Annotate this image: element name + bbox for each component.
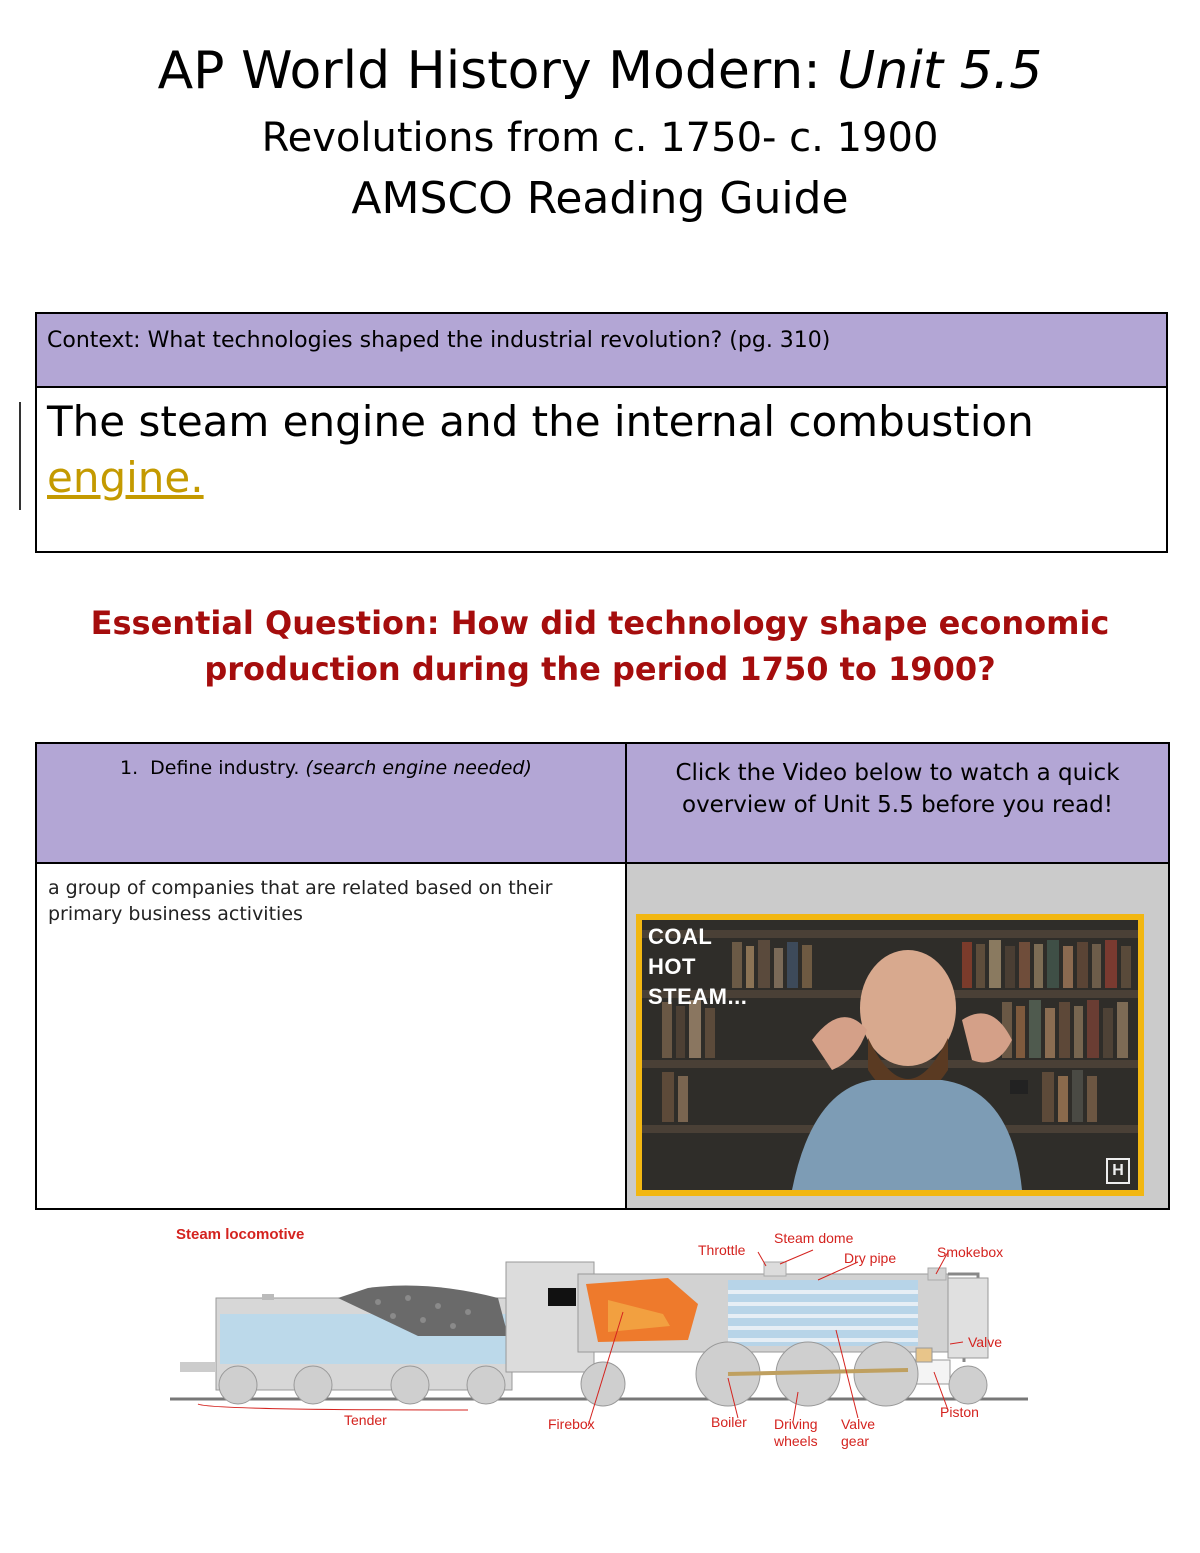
text-cursor-mark — [19, 402, 21, 510]
label-steam-dome: Steam dome — [774, 1230, 854, 1246]
question-1-answer-field[interactable] — [36, 863, 626, 1209]
label-smokebox: Smokebox — [937, 1244, 1004, 1260]
video-instructions: Click the Video below to watch a quick overview of Unit 5.5 before you read! — [675, 760, 1120, 818]
question-label: Define industry. — [150, 757, 306, 779]
video-scene-image — [642, 920, 1138, 1190]
page-title — [0, 38, 1200, 104]
title-unit: Unit 5.5 — [837, 41, 1043, 101]
video-thumbnail[interactable] — [636, 914, 1144, 1196]
label-piston: Piston — [940, 1404, 979, 1420]
label-driving-wheels-2: wheels — [774, 1433, 818, 1449]
label-firebox: Firebox — [548, 1416, 595, 1432]
title-text: AP World History Modern: — [157, 41, 838, 101]
question-1-answer: a group of companies that are related based on their primary business activities — [48, 877, 553, 925]
video-caption-line: STEAM... — [648, 984, 748, 1009]
essential-question-line1: Essential Question: How did technology shape economic — [90, 604, 1110, 642]
history-channel-logo: H — [1106, 1158, 1130, 1184]
question-hint: (search engine needed) — [305, 757, 532, 779]
context-answer-text: The steam engine and the internal combustion — [47, 397, 1034, 446]
locomotive-drawing — [168, 1222, 1038, 1462]
label-tender: Tender — [344, 1412, 387, 1428]
label-valve-gear: Valve — [841, 1416, 875, 1432]
diagram-title: Steam locomotive — [176, 1226, 305, 1243]
question-table — [35, 742, 1170, 1210]
label-dry-pipe: Dry pipe — [844, 1250, 897, 1266]
question-1-header — [36, 743, 626, 863]
context-question: Context: What technologies shaped the industrial revolution? (pg. 310) — [36, 313, 1167, 387]
question-number: 1. — [120, 757, 139, 779]
guide-title: AMSCO Reading Guide — [351, 173, 849, 224]
steam-locomotive-diagram — [168, 1222, 1038, 1462]
label-driving-wheels: Driving — [774, 1416, 818, 1432]
context-table — [35, 312, 1168, 553]
video-caption-line: COAL — [648, 924, 713, 949]
document-header — [0, 38, 1200, 228]
label-valve-gear-2: gear — [841, 1433, 870, 1449]
context-answer-highlight: engine. — [47, 453, 204, 502]
video-cell — [626, 863, 1169, 1209]
essential-question — [0, 600, 1200, 692]
context-answer-field[interactable] — [36, 387, 1167, 552]
video-caption-line: HOT — [648, 954, 696, 979]
essential-question-line2: production during the period 1750 to 1900? — [204, 650, 996, 688]
label-boiler: Boiler — [711, 1414, 747, 1430]
video-header — [626, 743, 1169, 863]
label-valve: Valve — [968, 1334, 1002, 1350]
label-throttle: Throttle — [698, 1242, 746, 1258]
page-subtitle: Revolutions from c. 1750- c. 1900 — [261, 115, 939, 161]
